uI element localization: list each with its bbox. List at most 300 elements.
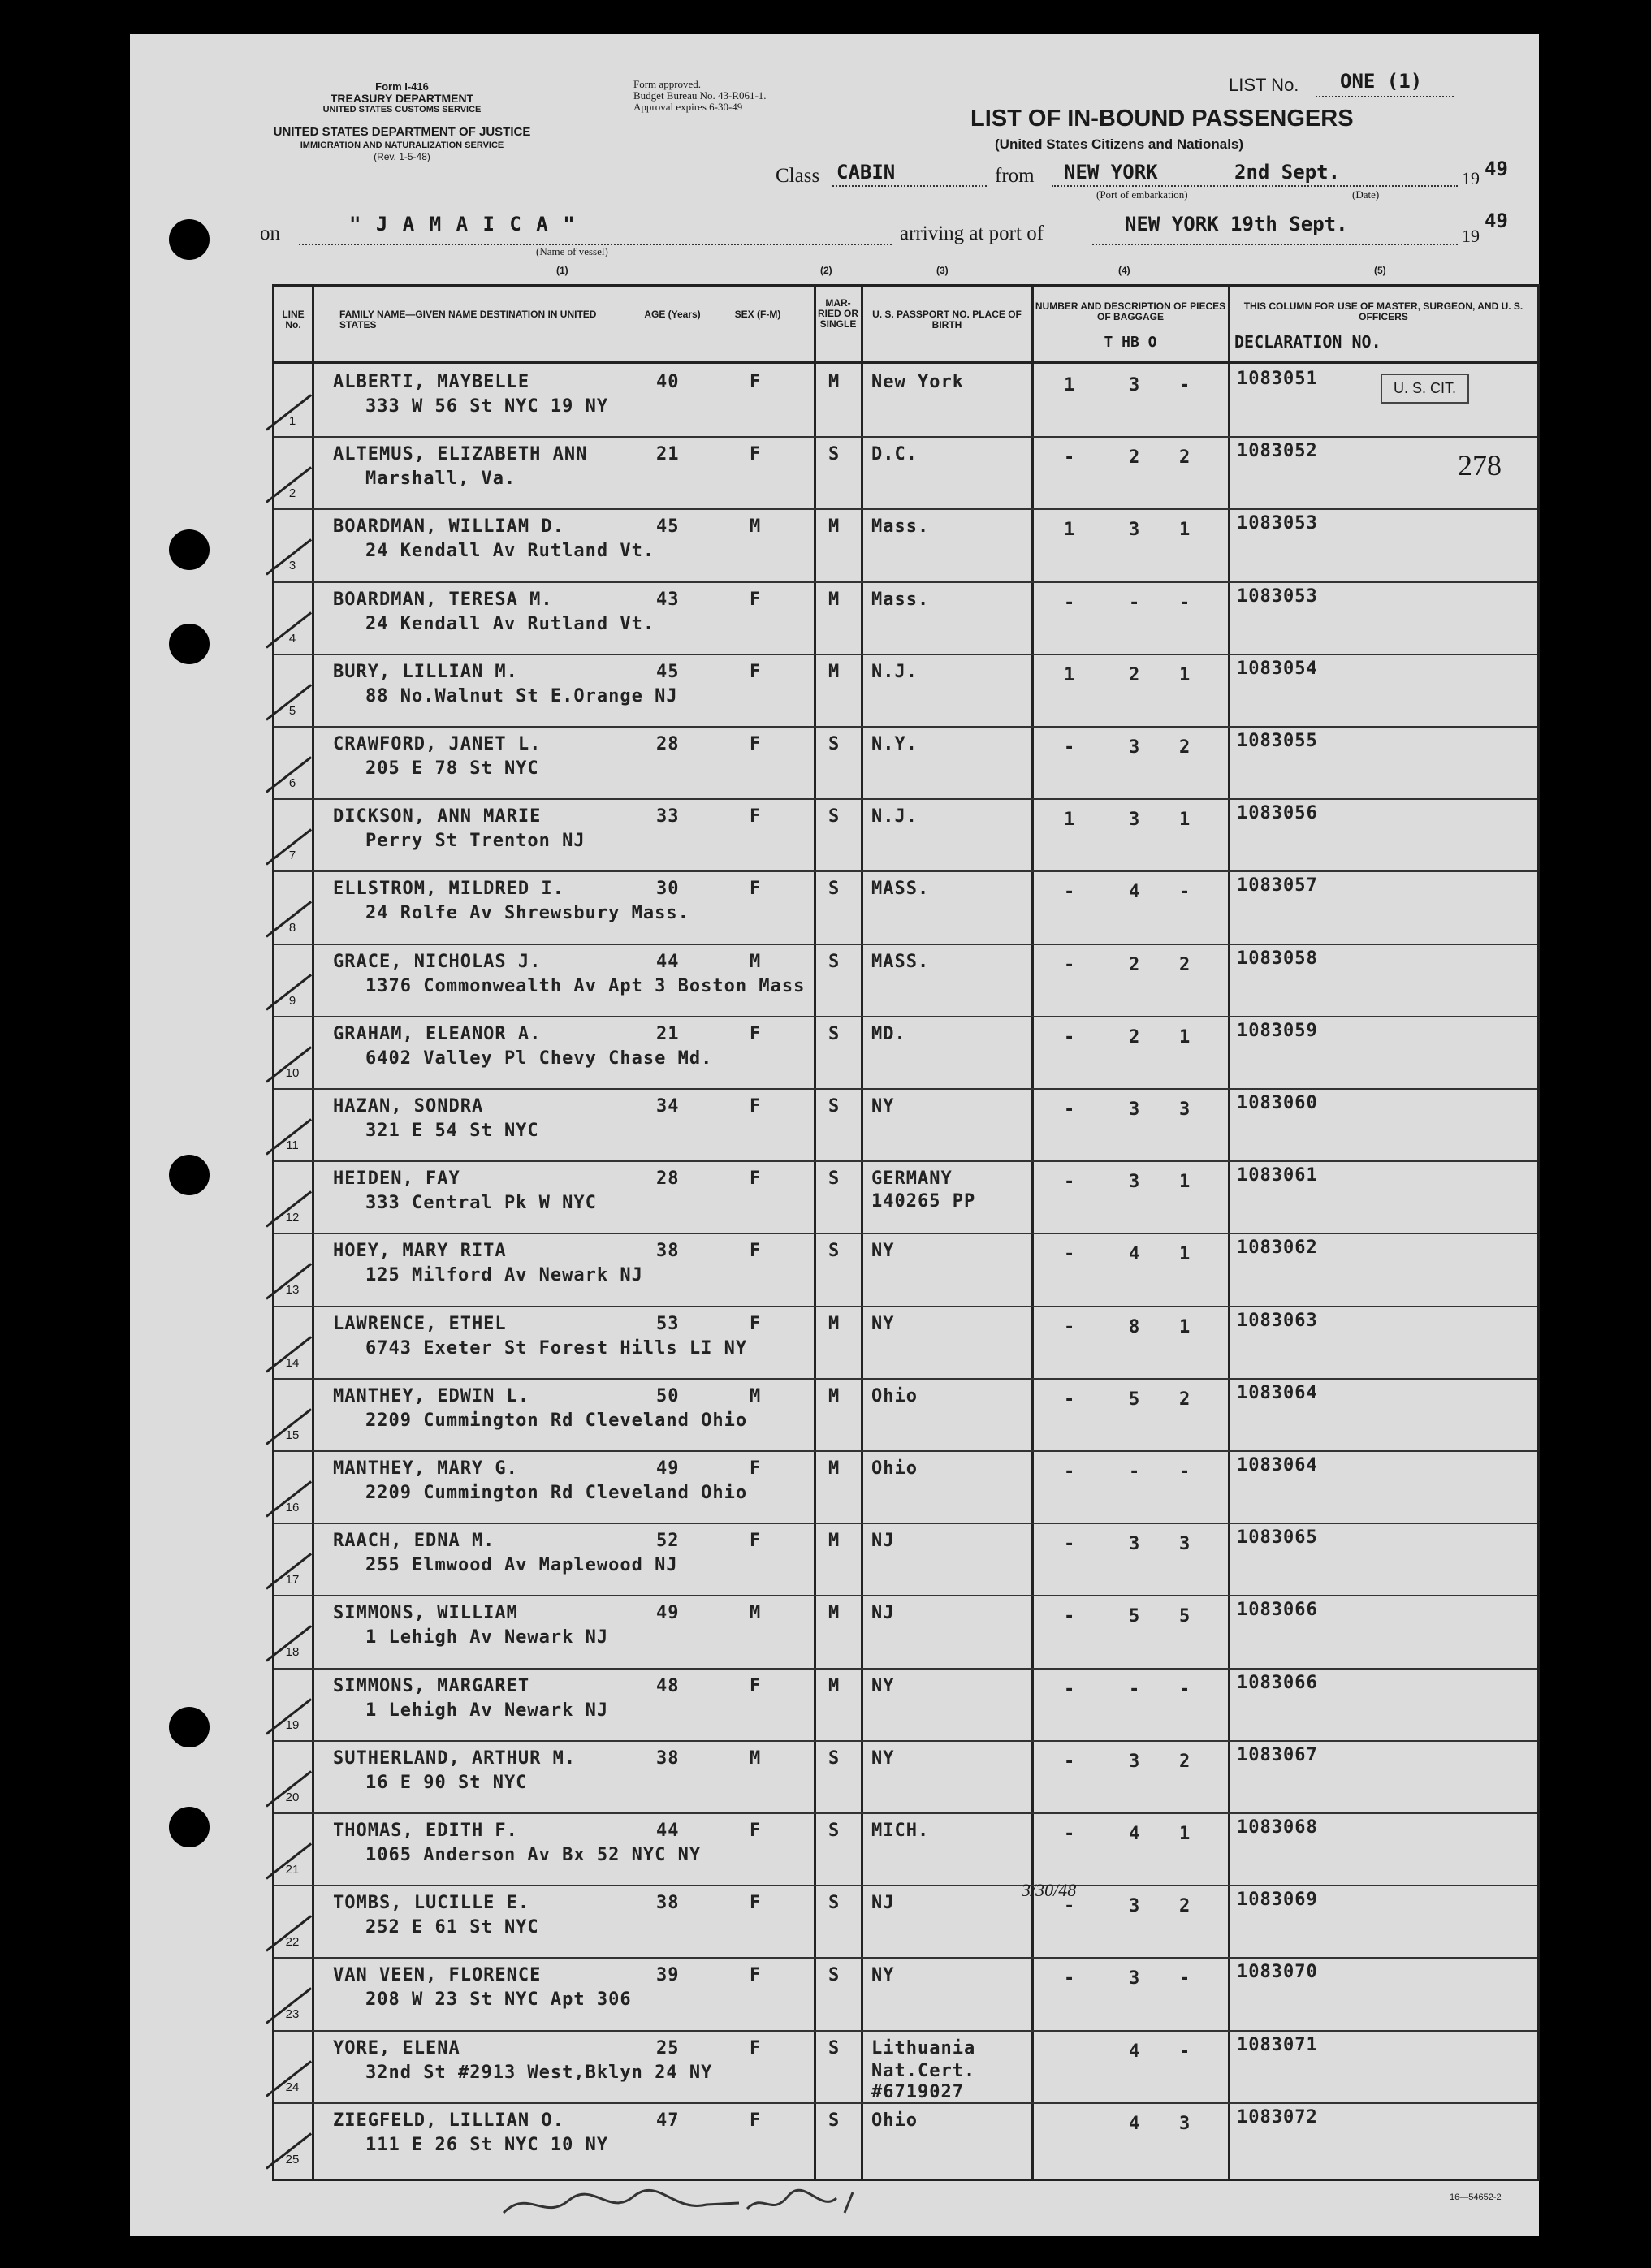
passenger-destination: 1 Lehigh Av Newark NJ — [365, 1627, 609, 1648]
baggage-other: - — [1179, 1678, 1191, 1700]
passenger-marital-status: S — [828, 1096, 841, 1117]
passenger-marital-status: M — [828, 589, 841, 610]
passenger-birthplace: NJ — [871, 1603, 895, 1624]
passenger-passport-line-2: 140265 PP — [871, 1191, 976, 1212]
from-date-value: 2nd Sept. — [1234, 161, 1341, 184]
passenger-sex: M — [750, 516, 762, 538]
declaration-number: 1083065 — [1237, 1527, 1318, 1549]
passenger-name: MANTHEY, EDWIN L. — [333, 1385, 530, 1406]
baggage-other: 1 — [1179, 520, 1191, 541]
passenger-marital-status: M — [828, 1675, 841, 1696]
passenger-destination: 16 E 90 St NYC — [365, 1772, 528, 1793]
line-number: 3 — [288, 559, 296, 573]
passenger-sex: F — [750, 589, 762, 610]
passenger-destination: 24 Rolfe Av Shrewsbury Mass. — [365, 903, 689, 924]
baggage-handbags: 3 — [1129, 1751, 1141, 1772]
passenger-marital-status: M — [828, 1603, 841, 1624]
col-num-5: (5) — [1374, 265, 1386, 276]
passenger-destination: 125 Milford Av Newark NJ — [365, 1265, 643, 1286]
passenger-marital-status: S — [828, 734, 841, 754]
baggage-handbags: 3 — [1129, 1099, 1141, 1120]
line-number: 7 — [288, 849, 296, 863]
passenger-destination: 1376 Commonwealth Av Apt 3 Boston Mass — [365, 975, 806, 996]
passenger-sex: F — [750, 661, 762, 682]
passenger-marital-status: S — [828, 1821, 841, 1841]
baggage-other: - — [1179, 375, 1191, 395]
passenger-name: ELLSTROM, MILDRED I. — [333, 879, 564, 900]
baggage-trunks: 1 — [1064, 520, 1076, 541]
line-number: 2 — [288, 486, 296, 501]
row-divider — [274, 1740, 1537, 1742]
year-prefix: 19 — [1462, 168, 1480, 188]
class-label: Class — [776, 165, 820, 187]
line-number: 1 — [288, 414, 296, 428]
passenger-age: 21 — [656, 1023, 680, 1044]
row-divider — [274, 1812, 1537, 1814]
passenger-age: 48 — [656, 1675, 680, 1696]
passenger-age: 34 — [656, 1096, 680, 1117]
arriving-value: NEW YORK 19th Sept. — [1125, 213, 1348, 235]
passenger-age: 28 — [656, 1169, 680, 1190]
date-caption: (Date) — [1352, 188, 1380, 201]
baggage-other: 3 — [1179, 2113, 1191, 2134]
baggage-trunks: - — [1064, 1678, 1076, 1700]
passenger-sex: M — [750, 1385, 762, 1406]
passenger-birthplace: New York — [871, 372, 964, 392]
passenger-birthplace: D.C. — [871, 444, 918, 465]
arriving-underline — [1092, 244, 1458, 245]
declaration-number: 1083051 — [1237, 369, 1318, 389]
passenger-sex: M — [750, 1603, 762, 1624]
passenger-birthplace: N.J. — [871, 661, 918, 682]
baggage-handbags: 3 — [1129, 737, 1141, 758]
col-header-age: AGE (Years) — [644, 309, 701, 320]
passenger-birthplace: MASS. — [871, 879, 930, 900]
line-number: 22 — [285, 1935, 300, 1950]
passenger-age: 43 — [656, 589, 680, 610]
baggage-trunks: - — [1064, 1026, 1076, 1048]
baggage-trunks: 1 — [1064, 664, 1076, 685]
passenger-birthplace: NY — [871, 1675, 895, 1696]
handwritten-date-row-24: 3/30/48 — [1022, 1880, 1077, 1900]
baggage-trunks: - — [1064, 1316, 1076, 1337]
passenger-destination: Perry St Trenton NJ — [365, 831, 586, 852]
passenger-birthplace: NJ — [871, 1531, 895, 1552]
row-divider — [274, 436, 1537, 438]
arriving-label: arriving at port of — [900, 222, 1044, 244]
declaration-number: 1083057 — [1237, 875, 1318, 896]
baggage-trunks: - — [1064, 1896, 1076, 1917]
baggage-other: - — [1179, 1968, 1191, 1989]
baggage-other: 1 — [1179, 1026, 1191, 1048]
baggage-trunks: - — [1064, 1099, 1076, 1120]
baggage-trunks: - — [1064, 882, 1076, 903]
row-divider — [274, 654, 1537, 655]
passenger-name: THOMAS, EDITH F. — [333, 1821, 518, 1841]
line-number: 20 — [285, 1790, 300, 1804]
col-header-baggage: NUMBER AND DESCRIPTION OF PIECES OF BAGGAGE — [1035, 300, 1226, 322]
col-header-officers: THIS COLUMN FOR USE OF MASTER, SURGEON, AND U. S. OFFICERS — [1243, 300, 1524, 322]
list-no-underline — [1316, 96, 1454, 97]
passenger-name: HAZAN, SONDRA — [333, 1096, 484, 1117]
col-num-2: (2) — [820, 265, 832, 276]
passenger-age: 25 — [656, 2037, 680, 2058]
passenger-age: 45 — [656, 516, 680, 538]
baggage-handbags: 3 — [1129, 520, 1141, 541]
vessel-caption: (Name of vessel) — [536, 245, 608, 257]
passenger-age: 21 — [656, 444, 680, 465]
passenger-sex: F — [750, 1313, 762, 1334]
form-number: Form I-416 — [375, 80, 429, 93]
baggage-handbags: 5 — [1129, 1389, 1141, 1410]
baggage-other: 2 — [1179, 1896, 1191, 1917]
revision-date: (Rev. 1-5-48) — [374, 151, 430, 162]
line-number: 11 — [286, 1138, 299, 1152]
passenger-age: 30 — [656, 879, 680, 900]
passenger-name: BOARDMAN, TERESA M. — [333, 589, 553, 610]
baggage-other: 2 — [1179, 737, 1191, 758]
passenger-sex: F — [750, 1096, 762, 1117]
baggage-other: 2 — [1179, 1389, 1191, 1410]
passenger-sex: F — [750, 1241, 762, 1262]
baggage-trunks: - — [1064, 1389, 1076, 1410]
passenger-destination: Marshall, Va. — [365, 469, 516, 490]
passenger-sex: F — [750, 1965, 762, 1986]
col-header-declaration: DECLARATION NO. — [1234, 332, 1381, 352]
passenger-name: SUTHERLAND, ARTHUR M. — [333, 1747, 577, 1769]
passenger-marital-status: S — [828, 1893, 841, 1914]
passenger-sex: M — [750, 951, 762, 972]
passenger-marital-status: S — [828, 1169, 841, 1190]
passenger-marital-status: M — [828, 661, 841, 682]
passenger-age: 49 — [656, 1458, 680, 1479]
col-header-baggage-sub: T HB O — [1104, 334, 1157, 351]
passenger-sex: F — [750, 1023, 762, 1044]
passenger-name: CRAWFORD, JANET L. — [333, 734, 542, 754]
line-number: 4 — [288, 631, 296, 646]
declaration-number: 1083054 — [1237, 658, 1318, 679]
passenger-birthplace: NY — [871, 1096, 895, 1117]
passenger-marital-status: M — [828, 372, 841, 392]
list-no-value: ONE (1) — [1340, 70, 1423, 93]
passenger-age: 44 — [656, 951, 680, 972]
passenger-name: VAN VEEN, FLORENCE — [333, 1965, 542, 1986]
passenger-marital-status: S — [828, 1241, 841, 1262]
baggage-handbags: 4 — [1129, 1244, 1141, 1265]
passenger-age: 49 — [656, 1603, 680, 1624]
passenger-birthplace: Ohio — [871, 2110, 918, 2131]
passenger-destination: 333 W 56 St NYC 19 NY — [365, 396, 609, 417]
passenger-birthplace: N.J. — [871, 806, 918, 827]
passenger-birthplace: N.Y. — [871, 734, 918, 754]
passenger-birthplace: GERMANY — [871, 1169, 953, 1190]
customs-service: UNITED STATES CUSTOMS SERVICE — [322, 105, 482, 114]
from-underline — [1052, 185, 1458, 187]
passenger-name: BOARDMAN, WILLIAM D. — [333, 516, 564, 538]
immigration-service: IMMIGRATION AND NATURALIZATION SERVICE — [300, 140, 504, 150]
arriving-year: 49 — [1485, 210, 1508, 232]
passenger-marital-status: S — [828, 2037, 841, 2058]
row-divider — [274, 798, 1537, 800]
passenger-birthplace: MASS. — [871, 951, 930, 972]
passenger-destination: 321 E 54 St NYC — [365, 1121, 539, 1141]
passenger-marital-status: S — [828, 444, 841, 465]
page-subtitle: (United States Citizens and Nationals) — [995, 136, 1244, 152]
baggage-trunks: - — [1064, 737, 1076, 758]
punch-hole-6 — [169, 1807, 210, 1847]
declaration-number: 1083062 — [1237, 1238, 1318, 1259]
declaration-number: 1083064 — [1237, 1455, 1318, 1475]
declaration-number: 1083066 — [1237, 1600, 1318, 1621]
passenger-birthplace: NY — [871, 1965, 895, 1986]
passenger-birthplace: Mass. — [871, 589, 930, 610]
passenger-destination: 333 Central Pk W NYC — [365, 1193, 597, 1214]
line-number: 8 — [288, 921, 296, 935]
baggage-handbags: 3 — [1129, 1172, 1141, 1193]
passenger-name: DICKSON, ANN MARIE — [333, 806, 542, 827]
col-header-married: MAR-RIED OR SINGLE — [817, 297, 858, 330]
baggage-trunks: - — [1064, 1751, 1076, 1772]
passenger-marital-status: S — [828, 2110, 841, 2131]
passenger-name: RAACH, EDNA M. — [333, 1531, 495, 1552]
baggage-other: 3 — [1179, 1099, 1191, 1120]
baggage-handbags: 8 — [1129, 1316, 1141, 1337]
baggage-handbags: 3 — [1129, 375, 1141, 395]
passenger-destination: 32nd St #2913 West,Bklyn 24 NY — [365, 2062, 713, 2083]
passenger-name: HOEY, MARY RITA — [333, 1241, 507, 1262]
baggage-handbags: - — [1129, 592, 1141, 613]
passenger-name: GRACE, NICHOLAS J. — [333, 951, 542, 972]
row-divider — [274, 1957, 1537, 1959]
passenger-name: LAWRENCE, ETHEL — [333, 1313, 507, 1334]
line-number: 12 — [285, 1211, 300, 1225]
port-caption: (Port of embarkation) — [1096, 188, 1188, 201]
passenger-sex: F — [750, 879, 762, 900]
passenger-name: BURY, LILLIAN M. — [333, 661, 518, 682]
row-divider — [274, 1233, 1537, 1234]
passenger-table — [272, 284, 1540, 2181]
declaration-number: 1083055 — [1237, 731, 1318, 751]
passenger-destination: 88 No.Walnut St E.Orange NJ — [365, 685, 678, 706]
passenger-name: GRAHAM, ELEANOR A. — [333, 1023, 542, 1044]
passenger-name: SIMMONS, MARGARET — [333, 1675, 530, 1696]
row-divider — [274, 1016, 1537, 1017]
passenger-marital-status: M — [828, 1313, 841, 1334]
baggage-handbags: 5 — [1129, 1606, 1141, 1627]
passenger-birthplace: Ohio — [871, 1458, 918, 1479]
passenger-sex: F — [750, 1893, 762, 1914]
from-label: from — [995, 165, 1035, 187]
col-num-1: (1) — [556, 265, 568, 276]
baggage-other: 1 — [1179, 810, 1191, 831]
row-divider — [274, 726, 1537, 728]
col-header-name: FAMILY NAME—GIVEN NAME DESTINATION IN UNITED STATES — [339, 309, 597, 330]
baggage-other: - — [1179, 2041, 1191, 2062]
passenger-sex: F — [750, 444, 762, 465]
row-divider — [274, 1306, 1537, 1307]
baggage-trunks: - — [1064, 1244, 1076, 1265]
row-divider — [274, 581, 1537, 583]
passenger-age: 44 — [656, 1821, 680, 1841]
passenger-destination: 24 Kendall Av Rutland Vt. — [365, 613, 655, 634]
class-underline — [832, 185, 987, 187]
baggage-handbags: 3 — [1129, 1896, 1141, 1917]
class-value: CABIN — [836, 161, 896, 184]
passenger-name: YORE, ELENA — [333, 2037, 460, 2058]
baggage-handbags: 2 — [1129, 447, 1141, 469]
row-divider — [274, 1523, 1537, 1524]
passenger-marital-status: S — [828, 1023, 841, 1044]
baggage-trunks: - — [1064, 1534, 1076, 1555]
baggage-handbags: 2 — [1129, 954, 1141, 975]
passenger-sex: M — [750, 1747, 762, 1769]
row-divider — [274, 1595, 1537, 1596]
baggage-trunks: - — [1064, 1968, 1076, 1989]
passenger-destination: 24 Kendall Av Rutland Vt. — [365, 541, 655, 562]
line-number: 10 — [285, 1065, 300, 1080]
from-port-value: NEW YORK — [1064, 161, 1158, 184]
baggage-trunks: - — [1064, 1462, 1076, 1482]
passenger-sex: F — [750, 1821, 762, 1841]
passenger-name: ALTEMUS, ELIZABETH ANN — [333, 444, 588, 465]
passenger-destination: 2209 Cummington Rd Cleveland Ohio — [365, 1410, 748, 1431]
line-number: 21 — [285, 1863, 300, 1877]
passenger-name: ZIEGFELD, LILLIAN O. — [333, 2110, 564, 2131]
line-number: 25 — [285, 2152, 300, 2166]
passenger-name: HEIDEN, FAY — [333, 1169, 460, 1190]
passenger-sex: F — [750, 2110, 762, 2131]
baggage-other: 1 — [1179, 1316, 1191, 1337]
passenger-birthplace: Lithuania — [871, 2037, 976, 2058]
line-number: 15 — [285, 1428, 300, 1442]
passenger-birthplace: NY — [871, 1747, 895, 1769]
baggage-handbags: 2 — [1129, 1026, 1141, 1048]
us-citizen-stamp: U. S. CIT. — [1381, 374, 1469, 404]
passenger-birthplace: NY — [871, 1241, 895, 1262]
passenger-sex: F — [750, 1675, 762, 1696]
declaration-number: 1083067 — [1237, 1744, 1318, 1765]
col-header-passport: U. S. PASSPORT NO. PLACE OF BIRTH — [872, 309, 1022, 330]
passenger-marital-status: S — [828, 1965, 841, 1986]
passenger-destination: 6402 Valley Pl Chevy Chase Md. — [365, 1048, 713, 1069]
passenger-sex: F — [750, 806, 762, 827]
passenger-age: 53 — [656, 1313, 680, 1334]
punch-hole-3 — [169, 624, 210, 664]
line-number: 23 — [285, 2007, 300, 2022]
passenger-age: 38 — [656, 1241, 680, 1262]
passenger-name: MANTHEY, MARY G. — [333, 1458, 518, 1479]
baggage-handbags: 4 — [1129, 2113, 1141, 2134]
passenger-name: ALBERTI, MAYBELLE — [333, 372, 530, 392]
baggage-trunks: - — [1064, 447, 1076, 469]
baggage-other: - — [1179, 882, 1191, 903]
declaration-number: 1083053 — [1237, 585, 1318, 607]
passenger-age: 28 — [656, 734, 680, 754]
arriving-year-prefix: 19 — [1462, 226, 1480, 246]
passenger-birthplace: MICH. — [871, 1821, 930, 1841]
row-divider — [274, 1668, 1537, 1670]
line-number: 9 — [288, 993, 296, 1008]
baggage-handbags: 4 — [1129, 2041, 1141, 2062]
baggage-trunks: - — [1064, 1606, 1076, 1627]
passenger-birthplace: NJ — [871, 1893, 895, 1914]
passenger-age: 52 — [656, 1531, 680, 1552]
passenger-marital-status: S — [828, 1747, 841, 1769]
handwritten-signature — [495, 2180, 901, 2229]
approval-line-1: Form approved. — [633, 78, 702, 90]
passenger-name: SIMMONS, WILLIAM — [333, 1603, 518, 1624]
passenger-passport-line-2: Nat.Cert. — [871, 2060, 976, 2081]
passenger-destination: 2209 Cummington Rd Cleveland Ohio — [365, 1483, 748, 1503]
row-divider — [274, 2102, 1537, 2104]
passenger-birthplace: Mass. — [871, 516, 930, 538]
passenger-age: 45 — [656, 661, 680, 682]
baggage-other: 1 — [1179, 664, 1191, 685]
baggage-handbags: 4 — [1129, 1824, 1141, 1844]
passenger-sex: F — [750, 1458, 762, 1479]
passenger-destination: 1 Lehigh Av Newark NJ — [365, 1700, 609, 1721]
line-number: 6 — [288, 776, 296, 790]
baggage-other: 2 — [1179, 954, 1191, 975]
declaration-number: 1083056 — [1237, 803, 1318, 824]
col-header-line: LINE No. — [282, 309, 305, 330]
row-divider — [274, 1088, 1537, 1090]
vessel-name: " J A M A I C A " — [349, 213, 577, 235]
declaration-number: 1083053 — [1237, 513, 1318, 534]
passenger-age: 38 — [656, 1747, 680, 1769]
passenger-marital-status: S — [828, 806, 841, 827]
declaration-number: 1083072 — [1237, 2106, 1318, 2128]
baggage-other: 2 — [1179, 447, 1191, 469]
passenger-destination: 205 E 78 St NYC — [365, 758, 539, 779]
row-divider — [274, 2030, 1537, 2032]
passenger-destination: 6743 Exeter St Forest Hills LI NY — [365, 1337, 748, 1359]
line-number: 14 — [285, 1355, 300, 1370]
list-no-label: LIST No. — [1229, 75, 1299, 95]
baggage-trunks: - — [1064, 592, 1076, 613]
treasury-dept: TREASURY DEPARTMENT — [330, 92, 474, 105]
passenger-marital-status: S — [828, 879, 841, 900]
baggage-handbags: - — [1129, 1678, 1141, 1700]
baggage-handbags: 3 — [1129, 1534, 1141, 1555]
row-divider — [274, 1378, 1537, 1380]
declaration-number: 1083068 — [1237, 1817, 1318, 1838]
line-number: 24 — [285, 2080, 300, 2094]
declaration-number: 1083052 — [1237, 441, 1318, 462]
passenger-birthplace: NY — [871, 1313, 895, 1334]
baggage-other: 1 — [1179, 1824, 1191, 1844]
baggage-handbags: 2 — [1129, 664, 1141, 685]
footer-code: 16—54652-2 — [1450, 2192, 1502, 2202]
page-title: LIST OF IN-BOUND PASSENGERS — [970, 106, 1354, 132]
row-divider — [274, 1885, 1537, 1886]
row-divider — [274, 508, 1537, 510]
baggage-trunks: - — [1064, 954, 1076, 975]
baggage-other: 3 — [1179, 1534, 1191, 1555]
baggage-trunks: 1 — [1064, 375, 1076, 395]
baggage-handbags: 3 — [1129, 1968, 1141, 1989]
passenger-age: 47 — [656, 2110, 680, 2131]
passenger-marital-status: M — [828, 516, 841, 538]
passenger-sex: F — [750, 1531, 762, 1552]
passenger-marital-status: M — [828, 1458, 841, 1479]
declaration-number: 1083070 — [1237, 1962, 1318, 1983]
punch-hole-1 — [169, 219, 210, 260]
line-number: 5 — [288, 703, 296, 718]
declaration-number: 1083060 — [1237, 1093, 1318, 1113]
col-header-sex: SEX (F-M) — [734, 309, 781, 320]
passenger-age: 50 — [656, 1385, 680, 1406]
